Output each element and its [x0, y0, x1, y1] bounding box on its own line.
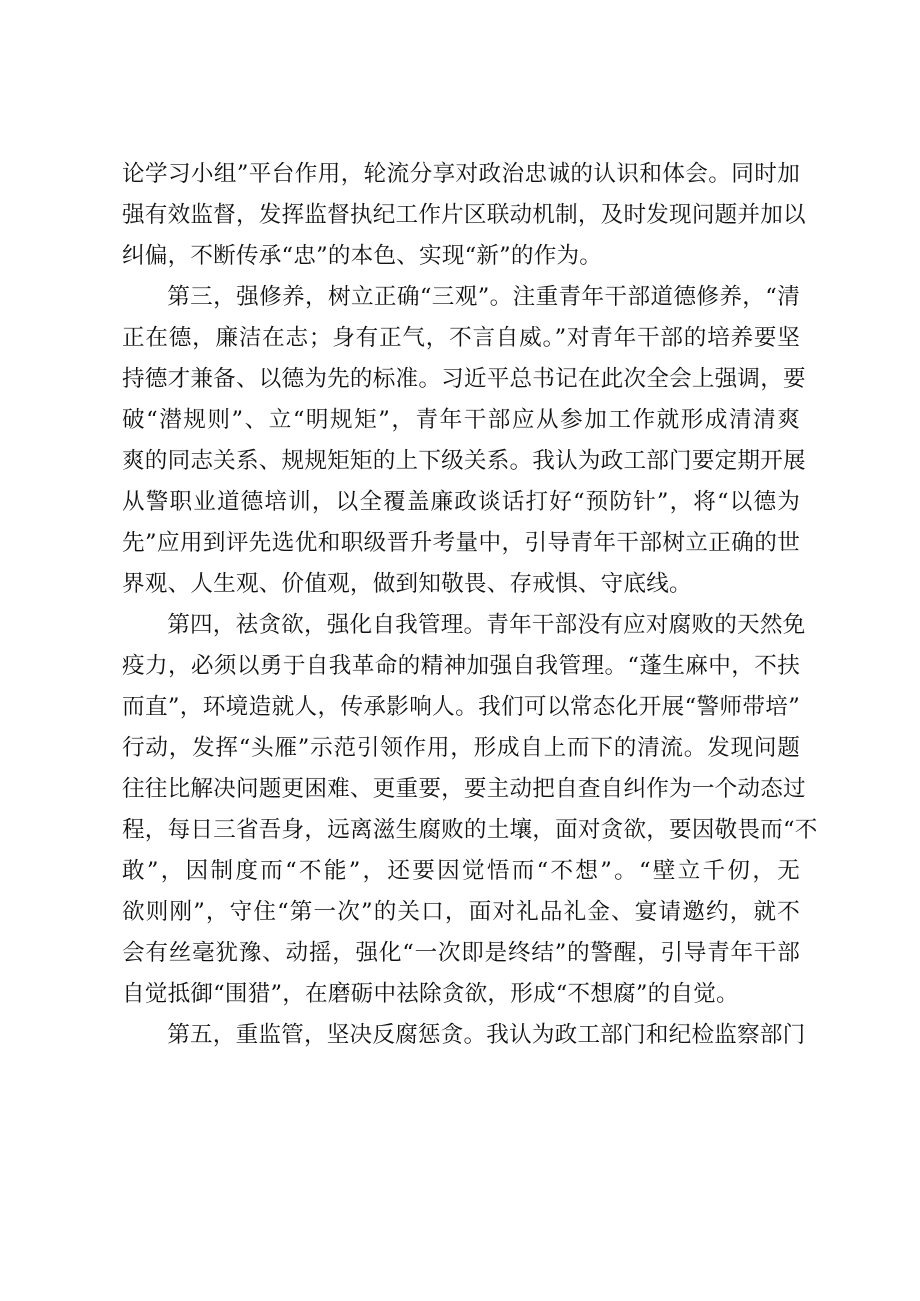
text-line: 行动，发挥“头雁”示范引领作用，形成自上而下的清流。发现问题	[122, 735, 800, 761]
text-line: 正在德，廉洁在志；身有正气，不言自威。”对青年干部的培养要坚	[122, 325, 800, 351]
document-body	[122, 154, 818, 1056]
text-line: 敢”，因制度而“不能”，还要因觉悟而“不想”。“壁立千仞，无	[122, 858, 800, 884]
text-line: 强有效监督，发挥监督执纪工作片区联动机制，及时发现问题并加以	[122, 202, 806, 228]
text-line: 破“潜规则”、立“明规矩”，青年干部应从参加工作就形成清清爽	[122, 407, 800, 433]
paragraph-1	[122, 154, 806, 277]
text-line: 界观、人生观、价值观，做到知敬畏、存戒惧、守底线。	[122, 571, 692, 597]
text-line: 欲则刚”，守住“第一次”的关口，面对礼品礼金、宴请邀约，就不	[122, 899, 800, 925]
text-line: 持德才兼备、以德为先的标准。习近平总书记在此次全会上强调，要	[122, 366, 806, 392]
text-line: 疫力，必须以勇于自我革命的精神加强自我管理。“蓬生麻中，不扶	[122, 653, 800, 679]
text-line: 爽的同志关系、规规矩矩的上下级关系。我认为政工部门要定期开展	[122, 448, 806, 474]
text-line: 自觉抵御“围猎”，在磨砺中祛除贪欲，形成“不想腐”的自觉。	[122, 981, 739, 1007]
text-line: 第五，重监管，坚决反腐惩贪。我认为政工部门和纪检监察部门	[167, 1022, 806, 1048]
text-line: 先”应用到评先选优和职级晋升考量中，引导青年干部树立正确的世	[122, 530, 800, 556]
text-line: 往往比解决问题更困难、更重要，要主动把自查自纠作为一个动态过	[122, 776, 806, 802]
text-line: 会有丝毫犹豫、动摇，强化“一次即是终结”的警醒，引导青年干部	[122, 940, 800, 966]
text-line: 第三，强修养，树立正确“三观”。注重青年干部道德修养，“清	[167, 284, 800, 310]
text-line: 第四，祛贪欲，强化自我管理。青年干部没有应对腐败的天然免	[167, 612, 806, 638]
text-line: 程，每日三省吾身，远离滋生腐败的土壤，面对贪欲，要因敬畏而“不	[122, 817, 818, 843]
text-line: 而直”，环境造就人，传承影响人。我们可以常态化开展“警师带培”	[122, 694, 800, 720]
paragraph-4	[122, 1015, 806, 1056]
paragraph-2	[122, 277, 806, 605]
text-line: 从警职业道德培训，以全覆盖廉政谈话打好“预防针”，将“以德为	[122, 489, 800, 515]
text-line: 论学习小组”平台作用，轮流分享对政治忠诚的认识和体会。同时加	[122, 161, 800, 187]
text-line: 纠偏，不断传承“忠”的本色、实现“新”的作为。	[122, 243, 603, 269]
paragraph-3	[122, 605, 818, 1015]
